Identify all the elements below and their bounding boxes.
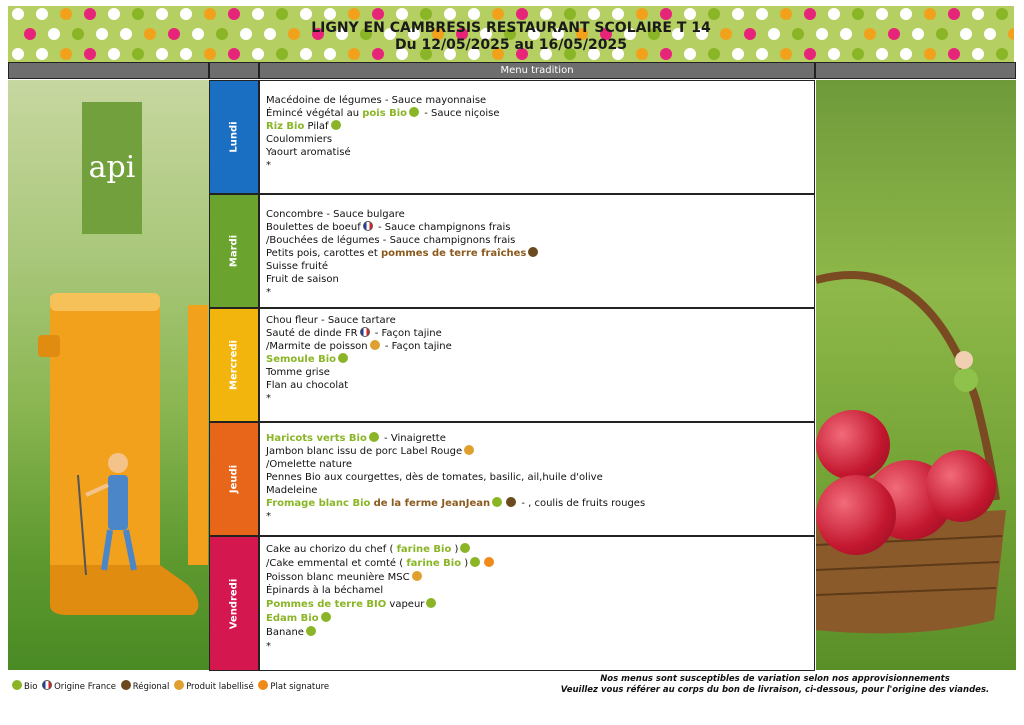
- menu-line: *: [266, 511, 271, 522]
- decorative-dot: [108, 8, 120, 20]
- regional-icon: [121, 680, 131, 690]
- decorative-dot: [612, 8, 624, 20]
- decorative-dot: [84, 8, 96, 20]
- menu-line: Edam Bio: [266, 612, 814, 626]
- header-cell-day: [209, 62, 259, 79]
- menu-line: /Omelette nature: [266, 459, 353, 470]
- decorative-dot: [324, 8, 336, 20]
- title-restaurant: LIGNY EN CAMBRESIS RESTAURANT SCOLAIRE T 14: [311, 20, 711, 36]
- menu-line: *: [266, 640, 271, 652]
- produit-labellise-icon: [174, 680, 184, 690]
- decorative-dot: [468, 8, 480, 20]
- boots-photo: [8, 80, 209, 670]
- decorative-dot: [348, 8, 360, 20]
- decorative-dot: [660, 8, 672, 20]
- decorative-dot: [396, 8, 408, 20]
- menu-line: Boulettes de boeuf - Sauce champignons frais: [266, 222, 511, 233]
- decorative-dot: [228, 8, 240, 20]
- menu-line: Banane: [266, 626, 814, 640]
- decorative-dot: [300, 8, 312, 20]
- decorative-dot: [564, 8, 576, 20]
- produit-labellise-icon: [464, 445, 474, 455]
- apple: [816, 475, 896, 555]
- menu-line: *: [266, 287, 271, 298]
- decorative-dot: [180, 8, 192, 20]
- apples-photo: [816, 80, 1016, 670]
- day-tab-jeudi: Jeudi: [209, 422, 259, 536]
- menu-line: /Bouchées de légumes - Sauce champignons frais: [266, 235, 516, 246]
- apple: [816, 410, 890, 480]
- menu-line: Sauté de dinde FR - Façon tajine: [266, 328, 442, 339]
- decorative-dot: [492, 8, 504, 20]
- plat-signature-icon: [484, 557, 494, 567]
- bio-icon: [338, 353, 348, 363]
- decorative-dot: [444, 8, 456, 20]
- day-tab-mardi: Mardi: [209, 194, 259, 308]
- menu-line: *: [266, 393, 271, 404]
- menu-column-header: Menu tradition: [259, 62, 815, 79]
- menu-vendredi: [259, 536, 815, 671]
- menu-lundi: [259, 80, 815, 194]
- bio-icon: [306, 626, 316, 636]
- bio-icon: [321, 612, 331, 622]
- menu-line: Semoule Bio: [266, 353, 814, 366]
- decorative-dot: [12, 8, 24, 20]
- decorative-dot: [36, 8, 48, 20]
- menu-line: Fromage blanc Bio de la ferme JeanJean - , coulis de fruits rouges: [266, 498, 646, 509]
- menu-line: Petits pois, carottes et pommes de terre fraîches: [266, 247, 814, 260]
- menu-line: Macédoine de légumes - Sauce mayonnaise: [266, 95, 487, 106]
- decorative-dot: [948, 8, 960, 20]
- decorative-dot: [924, 8, 936, 20]
- bio-icon: [12, 680, 22, 690]
- menu-line: Poisson blanc meunière MSC: [266, 571, 814, 585]
- menu-line: Pommes de terre BIO vapeur: [266, 598, 814, 612]
- decorative-dot: [900, 8, 912, 20]
- origine-france-icon: [42, 680, 52, 690]
- decorative-dot: [516, 8, 528, 20]
- bio-icon: [426, 598, 436, 608]
- decorative-dot: [804, 8, 816, 20]
- menu-line: Madeleine: [266, 485, 318, 496]
- decorative-dot: [204, 8, 216, 20]
- decorative-dot: [588, 8, 600, 20]
- menu-line: Riz Bio Pilaf: [266, 120, 814, 133]
- menu-line: /Marmite de poisson - Façon tajine: [266, 341, 452, 352]
- decorative-dot: [276, 8, 288, 20]
- regional-icon: [506, 497, 516, 507]
- menu-line: Concombre - Sauce bulgare: [266, 209, 405, 220]
- decorative-dot: [996, 8, 1008, 20]
- menu-line: Émincé végétal au pois Bio - Sauce niçoise: [266, 108, 500, 119]
- apple: [926, 450, 996, 522]
- decorative-dot: [420, 8, 432, 20]
- decorative-dot: [132, 8, 144, 20]
- decorative-dot: [780, 8, 792, 20]
- decorative-dot: [60, 8, 72, 20]
- decorative-dot: [972, 8, 984, 20]
- decorative-dot: [684, 8, 696, 20]
- logo-text: api: [88, 150, 136, 185]
- decorative-dot: [708, 8, 720, 20]
- day-tab-lundi: Lundi: [209, 80, 259, 194]
- menu-jeudi: [259, 422, 815, 536]
- menu-mercredi: [259, 308, 815, 422]
- header-cell-right: [815, 62, 1016, 79]
- day-tab-mercredi: Mercredi: [209, 308, 259, 422]
- header-cell-left: [8, 62, 209, 79]
- menu-line: Flan au chocolat: [266, 380, 349, 391]
- produit-labellise-icon: [412, 571, 422, 581]
- decorative-dot: [372, 8, 384, 20]
- menu-line: *: [266, 160, 271, 171]
- bio-icon: [492, 497, 502, 507]
- menu-line: Coulommiers: [266, 134, 333, 145]
- decorative-dot: [828, 8, 840, 20]
- decorative-dot: [732, 8, 744, 20]
- menu-line: Haricots verts Bio - Vinaigrette: [266, 433, 446, 444]
- legend: Bio Origine France Régional Produit labellisé Plat signature: [10, 680, 329, 692]
- regional-icon: [528, 247, 538, 257]
- menu-line: Épinards à la béchamel: [266, 585, 384, 597]
- origine-france-icon: [360, 327, 370, 337]
- rain-boots-illustration: [38, 285, 208, 625]
- page-title: [8, 20, 1014, 54]
- bio-icon: [369, 432, 379, 442]
- decorative-dot: [876, 8, 888, 20]
- plat-signature-icon: [258, 680, 268, 690]
- decorative-dot: [540, 8, 552, 20]
- api-logo: [82, 102, 142, 234]
- produit-labellise-icon: [370, 340, 380, 350]
- bio-icon: [470, 557, 480, 567]
- menu-line: /Cake emmental et comté ( farine Bio ): [266, 557, 814, 571]
- menu-line: Tomme grise: [266, 367, 330, 378]
- menu-line: Fruit de saison: [266, 274, 339, 285]
- menu-line: Cake au chorizo du chef ( farine Bio ): [266, 543, 814, 557]
- decorative-dot: [756, 8, 768, 20]
- decorative-dot: [636, 8, 648, 20]
- menu-line: Suisse fruité: [266, 261, 329, 272]
- menu-line: Yaourt aromatisé: [266, 147, 351, 158]
- day-tab-vendredi: Vendredi: [209, 536, 259, 671]
- decorative-dot: [252, 8, 264, 20]
- menu-mardi: [259, 194, 815, 308]
- bio-icon: [331, 120, 341, 130]
- bio-icon: [409, 107, 419, 117]
- origine-france-icon: [363, 221, 373, 231]
- header-banner: [8, 6, 1014, 62]
- menu-line: Jambon blanc issu de porc Label Rouge: [266, 445, 814, 458]
- decorative-dot: [156, 8, 168, 20]
- footer-note: Nos menus sont susceptibles de variation selon nos approvisionnements Veuillez vous référer au corps du bon de livraison, ci-dessous, pour l'origine des viandes.: [560, 674, 990, 695]
- menu-line: Pennes Bio aux courgettes, dès de tomates, basilic, ail,huile d'olive: [266, 472, 603, 483]
- decorative-dot: [852, 8, 864, 20]
- title-dates: Du 12/05/2025 au 16/05/2025: [395, 37, 627, 53]
- bio-icon: [460, 543, 470, 553]
- menu-line: Chou fleur - Sauce tartare: [266, 315, 396, 326]
